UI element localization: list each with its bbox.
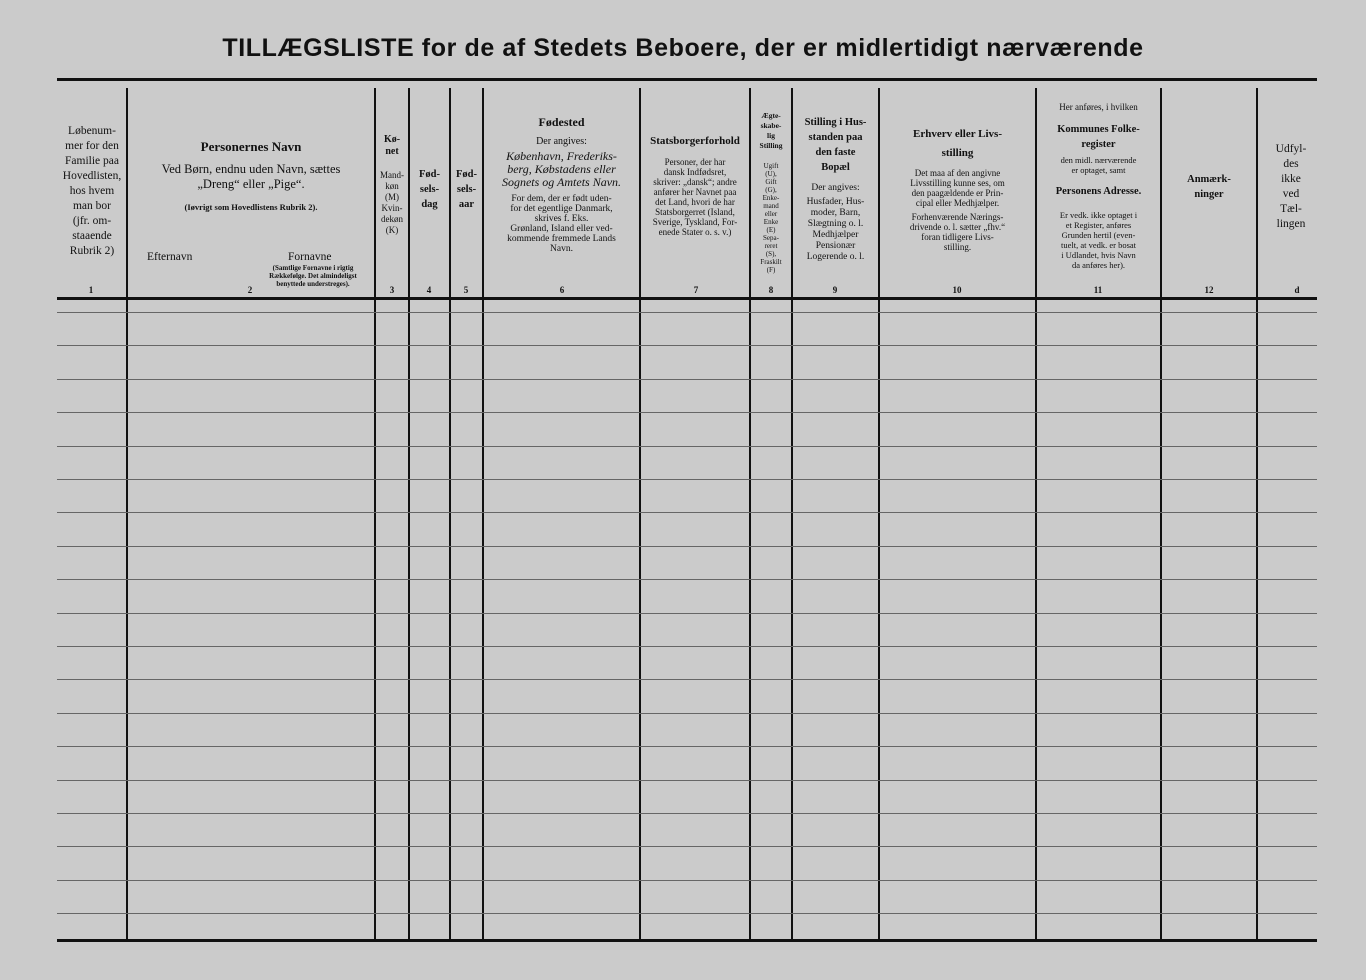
table-row-line bbox=[57, 579, 1317, 580]
col5-number: 5 bbox=[463, 285, 469, 295]
col4-heading: Fød- sels- dag bbox=[419, 169, 440, 210]
col9-sub: Der angives: bbox=[811, 183, 860, 193]
col11-mid: den midl. nærværende er optaget, samt bbox=[1060, 155, 1137, 175]
col12-number: 12 bbox=[1204, 285, 1214, 295]
top-rule bbox=[57, 78, 1317, 81]
table-row-line bbox=[57, 312, 1317, 313]
table-row-line bbox=[57, 813, 1317, 814]
col8-body: Ugift (U), Gift (G), Enke- mand eller Enke (E) Sepa- reret (S), Fraskilt (F) bbox=[760, 162, 782, 274]
col11-body: Er vedk. ikke optaget i et Register, anføres Grunden hertil (even- tuelt, at vedk. er bosat i Udlandet, hvis Navn da anføres her). bbox=[1059, 210, 1138, 270]
table-row-line bbox=[57, 780, 1317, 781]
table-row-line bbox=[57, 512, 1317, 513]
header-rule bbox=[57, 297, 1317, 300]
col11-pre: Her anføres, i hvilken bbox=[1059, 102, 1138, 112]
col2-surname-label: Efternavn bbox=[147, 251, 193, 263]
col8-heading: Ægte- skabe- lig Stilling bbox=[759, 111, 783, 150]
col9-heading: Stilling i Hus- standen paa den faste Bopæl bbox=[804, 117, 867, 173]
col4-number: 4 bbox=[426, 285, 432, 295]
col11-number: 11 bbox=[1093, 285, 1103, 295]
col12-heading: Anmærk- ninger bbox=[1187, 174, 1231, 200]
table-row-line bbox=[57, 746, 1317, 747]
table-row-line bbox=[57, 846, 1317, 847]
col9-body: Husfader, Hus- moder, Barn, Slægtning o. l. Medhjælper Pensionær Logerende o. l. bbox=[806, 197, 865, 262]
table-row-line bbox=[57, 546, 1317, 547]
col2-subnote: (Samtlige Fornavne i rigtig Rækkefølge. Det almindeligst benyttede understreges). bbox=[269, 264, 357, 288]
col1-header: Løbenum- mer for den Familie paa Hovedlisten, hos hvem man bor (jfr. om- staaende Rubrik 2) bbox=[62, 125, 122, 257]
table-row-line bbox=[57, 880, 1317, 881]
table-row-line bbox=[57, 345, 1317, 346]
col3-body: Mand- køn (M) Kvin- dekøn (K) bbox=[380, 170, 404, 235]
col11-heading: Kommunes Folke- register bbox=[1057, 124, 1140, 150]
bottom-rule bbox=[57, 939, 1317, 942]
col1-number: 1 bbox=[88, 285, 94, 295]
col3-heading: Kø- net bbox=[383, 134, 401, 157]
col8-number: 8 bbox=[768, 285, 774, 295]
table-row-line bbox=[57, 446, 1317, 447]
cold-header: Udfyl- des ikke ved Tæl- lingen bbox=[1275, 143, 1307, 230]
col7-body: Personer, der har dansk Indfødsret, skriver: „dansk“; andre anfører her Navnet paa det Land, hvori de har Statsborgerret (Island, Sverige, Tyskland, For- enede Stater o. s. v.) bbox=[652, 157, 738, 237]
cold-number: d bbox=[1294, 285, 1300, 295]
col6-body: København, Frederiks- berg, Købstadens eller Sognets og Amtets Navn. bbox=[501, 150, 622, 189]
col7-heading: Statsborgerforhold bbox=[650, 136, 740, 147]
col2-body: Ved Børn, endnu uden Navn, sættes „Dreng“ eller „Pige“. bbox=[161, 162, 341, 191]
col3-number: 3 bbox=[389, 285, 395, 295]
table-row-line bbox=[57, 713, 1317, 714]
table-row-line bbox=[57, 412, 1317, 413]
table-row-line bbox=[57, 646, 1317, 647]
col2-note: (Iøvrigt som Hovedlistens Rubrik 2). bbox=[184, 202, 318, 212]
col10-number: 10 bbox=[952, 285, 962, 295]
col10-body2: Forhenværende Nærings- drivende o. l. sætter „fhv.“ foran tidligere Livs- stilling. bbox=[909, 212, 1006, 252]
col9-number: 9 bbox=[832, 285, 838, 295]
col10-heading: Erhverv eller Livs- stilling bbox=[913, 128, 1002, 159]
col11-heading2: Personens Adresse. bbox=[1055, 186, 1142, 197]
form-title: TILLÆGSLISTE for de af Stedets Beboere, der er midlertidigt nærværende bbox=[222, 34, 1144, 62]
col2-number: 2 bbox=[247, 285, 253, 295]
col6-heading: Fødested bbox=[538, 117, 585, 128]
col6-body2: For dem, der er født uden- for det egentlige Danmark, skrives f. Eks. Grønland, Island eller ved- kommende fremmede Lands Navn. bbox=[507, 194, 616, 254]
col2-heading: Personernes Navn bbox=[200, 139, 302, 154]
col2-firstnames-label: Fornavne bbox=[288, 251, 332, 263]
table-row-line bbox=[57, 613, 1317, 614]
col7-number: 7 bbox=[693, 285, 699, 295]
table-row-line bbox=[57, 679, 1317, 680]
col6-number: 6 bbox=[559, 285, 565, 295]
col10-body: Det maa af den angivne Livsstilling kunne ses, om den paagældende er Prin- cipal eller Medhjælper. bbox=[910, 168, 1005, 208]
col6-sub: Der angives: bbox=[536, 136, 587, 147]
table-row-line bbox=[57, 913, 1317, 914]
col5-heading: Fød- sels- aar bbox=[456, 169, 477, 210]
table-row-line bbox=[57, 379, 1317, 380]
table-row-line bbox=[57, 479, 1317, 480]
